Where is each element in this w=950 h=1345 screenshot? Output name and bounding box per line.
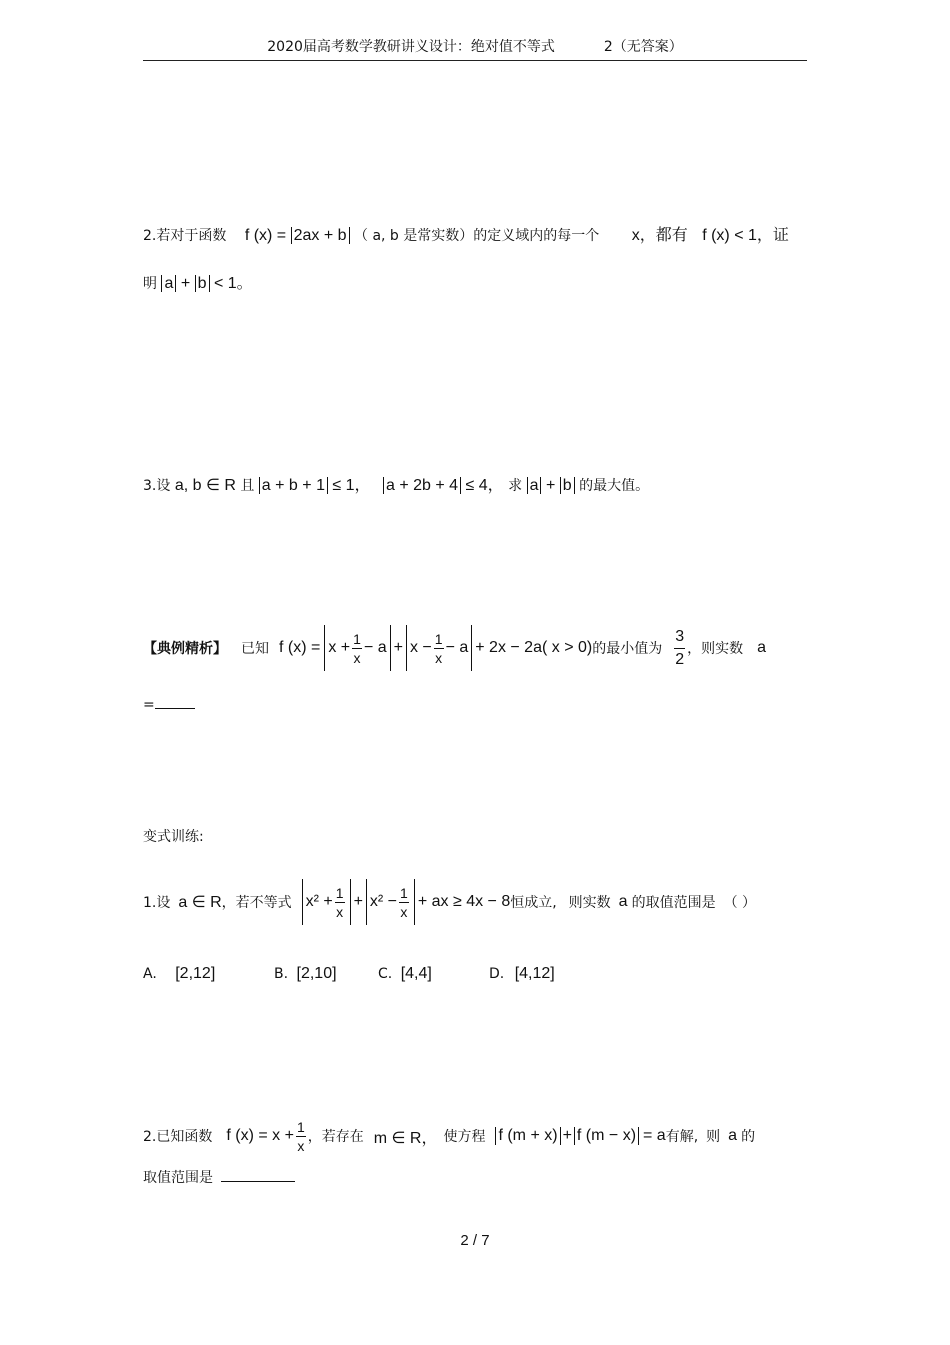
example-minus-a: − a [363,639,387,656]
p2-line2 [143,1167,295,1187]
p1-abs1 [302,879,351,925]
option-label: C. [378,966,393,982]
p2-plus: + [562,1127,572,1144]
p1-abs2 [366,879,415,925]
p1-mid: ，若不等式 [221,895,292,911]
p2-eq: = a [643,1127,666,1144]
p1-always: 恒成立, [510,895,557,911]
p1-ask: 则实数 [568,895,611,911]
example-abs1 [324,625,390,671]
option-value: [2,10] [296,965,337,982]
example-function: f (x) = [279,639,321,656]
p2-range: 取值范围是 [143,1170,213,1186]
p2-abs1: f (m + x) [495,1127,560,1145]
p2-a: a [728,1127,738,1144]
p2-frac [296,1118,306,1155]
q3-suffix: 的最大值。 [579,478,650,494]
option-label: A. [143,966,157,982]
p1-x2p: x² + [305,893,333,910]
practice-title [143,826,204,846]
q3-number: 3.设 [143,478,171,494]
frac-den: x [353,649,361,666]
p2-de: 的 [741,1129,756,1145]
example-eq: = [143,697,155,713]
p2-line1 [143,1112,755,1160]
frac-num: 3 [674,626,685,649]
q2-line2 [143,270,253,293]
practice-title-text: 变式训练: [143,829,204,845]
q3-abs2: a + 2b + 4 [383,477,461,494]
example-a: a [757,639,767,656]
header-subtitle: 2（无答案） [603,39,683,55]
example-abs2 [406,625,472,671]
q3-abs1: a + b + 1 [259,477,328,494]
q2-number: 2.若对于函数 [143,228,227,244]
p2-m: m ∈ R， [373,1129,438,1147]
p2-make: 使方程 [443,1129,486,1145]
p1-paren: （ ） [723,895,757,911]
q2-abs-a: a [161,275,176,292]
example-min-text: 的最小值为 [592,641,663,657]
q3-plus: + [545,477,556,494]
q2-prove: 明 [143,276,157,292]
option-c[interactable] [378,965,432,983]
example-line [143,624,766,672]
p2-exist: ，若存在 [307,1129,364,1145]
q3-abs-b: b [560,477,575,494]
q3-le4: ≤ 4， [465,477,504,494]
p1-number: 1.设 [143,895,171,911]
p2-number: 2.已知函数 [143,1129,213,1145]
frac-num: 1 [296,1118,305,1135]
frac-num: 1 [434,630,443,647]
q3-and: 且 [240,478,255,494]
p1-frac2 [399,884,409,921]
frac-den: x [297,1137,305,1154]
example-x1: x + [328,639,351,656]
example-frac1 [352,630,362,667]
example-plus: + [393,639,403,656]
p1-plus: + [353,893,363,910]
answer-blank[interactable] [155,696,195,709]
option-label: B. [274,966,289,982]
option-b[interactable] [274,965,337,983]
option-value: [4,12] [514,965,555,982]
q3-vars: a, b ∈ R [174,477,236,494]
frac-den: x [400,903,408,920]
q3-le1: ≤ 1， [332,477,371,494]
p2-function: f (x) = x + [226,1127,294,1144]
example-frac2 [434,630,444,667]
p2-abs2: f (m − x) [574,1127,639,1145]
q2-abs-expr: 2ax + b [291,227,350,244]
header-title: 2020届高考数学教研讲义设计：绝对值不等式 [267,39,555,55]
p1-tail: + ax ≥ 4x − 8 [417,893,511,910]
frac-den: x [336,903,344,920]
example-ask: ，则实数 [687,641,744,657]
option-value: [2,12] [175,965,216,982]
example-frac-value [674,626,685,671]
q2-plus: + [180,275,191,292]
example-x2: x − [409,639,432,656]
option-value: [4,4] [400,965,432,982]
q2-inequality: f (x) < 1，证 [702,227,789,244]
p2-has: 有解, [665,1129,699,1145]
p1-x2m: x² − [369,893,398,910]
q2-abs-b: b [195,275,210,292]
example-tag: 【典例精析】 [143,641,227,657]
page-number [0,1232,950,1249]
p1-line [143,878,756,926]
example-minus-a2: − a [445,639,469,656]
p1-a: a [618,893,628,910]
option-a[interactable] [143,965,215,983]
p1-condition: a ∈ R [178,894,222,911]
q3-abs-a: a [527,477,542,494]
p2-answer-blank[interactable] [221,1169,295,1182]
example-answer [143,696,195,713]
q2-line1 [143,222,789,245]
option-label: D. [489,966,505,982]
example-known: 已知 [241,641,269,657]
page-number-text: 2 / 7 [460,1232,490,1249]
p2-then: 则 [706,1129,721,1145]
frac-den: 2 [675,650,685,668]
q2-condition: （ a, b 是常实数）的定义域内的每一个 [354,228,600,244]
q3-line [143,472,649,495]
q2-function: f (x) = [244,227,287,244]
frac-num: 1 [400,884,408,901]
frac-num: 1 [353,630,361,647]
frac-den: x [435,649,443,666]
q2-x: x，都有 [631,227,688,244]
p1-range: 的取值范围是 [631,895,716,911]
page-header [143,36,807,61]
q3-ask: 求 [508,478,523,494]
frac-num: 1 [335,884,344,901]
p1-frac1 [335,884,345,921]
example-tail: + 2x − 2a( x > 0) [475,639,593,656]
q2-conclusion: < 1。 [213,275,253,292]
option-d[interactable] [489,965,555,983]
